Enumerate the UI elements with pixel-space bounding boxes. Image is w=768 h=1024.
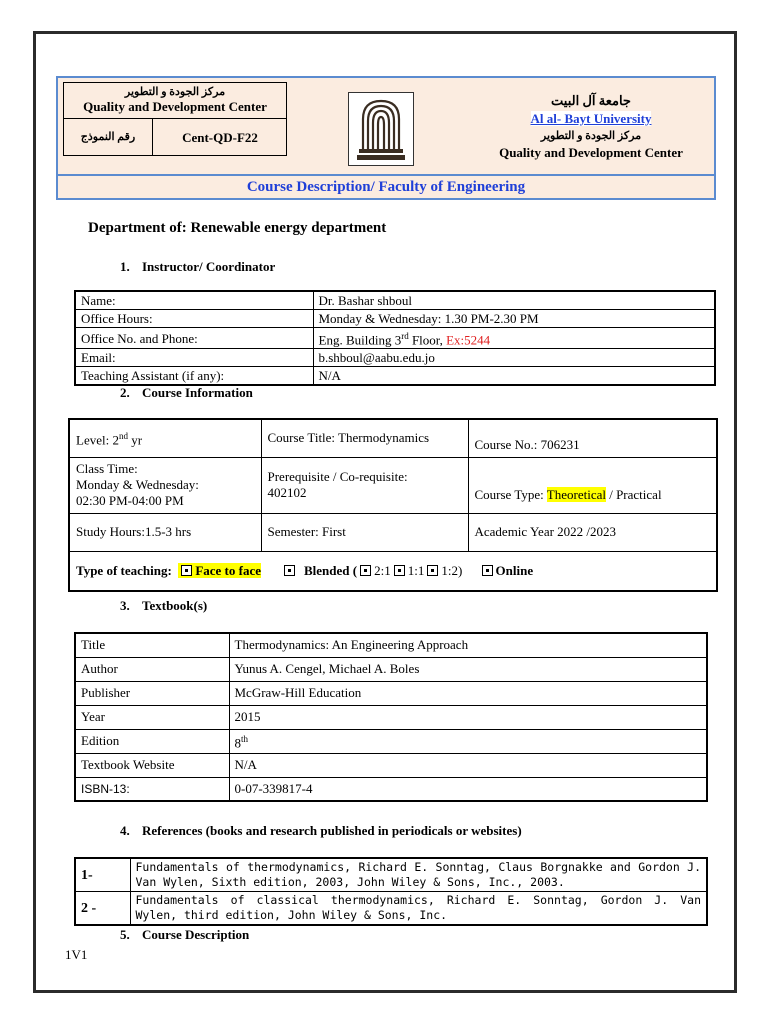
table-row [75, 349, 715, 367]
table-row [69, 419, 717, 457]
table-row: Publisher McGraw-Hill Education [75, 681, 707, 705]
office-hours-value: Monday & Wednesday: 1.30 PM-2.30 PM [313, 310, 715, 328]
table-row [75, 291, 715, 310]
table-row [69, 513, 717, 551]
table-row [75, 310, 715, 328]
semester-cell: Semester: First [261, 513, 468, 551]
department-line: Department of: Renewable energy department [88, 220, 387, 236]
document-header [56, 76, 716, 200]
university-name-arabic: جامعة آل البيت [551, 93, 631, 108]
course-type-cell: Course Type: Theoretical / Practical [468, 457, 717, 513]
form-info-box [63, 82, 287, 156]
teaching-type-cell: Type of teaching: Face to face Blended ( 2:1 1:1 1:2) Online [69, 551, 717, 591]
section-references-title: 4. References (books and research published in periodicals or websites) [120, 823, 522, 838]
level-cell: Level: 2nd yr [69, 419, 261, 457]
class-time-cell: Class Time: Monday & Wednesday: 02:30 PM-04:00 PM [69, 457, 261, 513]
course-number-cell: Course No.: 706231 [468, 419, 717, 457]
office-hours-label: Office Hours: [75, 310, 313, 328]
blended-ratios: 2:1 1:1 1:2) [357, 563, 462, 578]
prerequisite-cell: Prerequisite / Co-requisite: 402102 [261, 457, 468, 513]
email-label: Email: [75, 349, 313, 367]
document-title: Course Description/ Faculty of Engineering [58, 174, 714, 198]
university-logo-icon [349, 93, 413, 165]
email-value: b.shboul@aabu.edu.jo [313, 349, 715, 367]
center-name-english: Quality and Development Center [83, 99, 267, 114]
checkbox-icon[interactable] [427, 565, 438, 576]
center-name-arabic-right: مركز الجودة و التطوير [540, 130, 642, 142]
center-name-arabic: مركز الجودة و التطوير [124, 86, 226, 98]
table-row: ISBN-13: 0-07-339817-4 [75, 777, 707, 801]
university-logo [348, 92, 414, 166]
textbook-table [74, 632, 708, 802]
checkbox-icon[interactable] [394, 565, 405, 576]
checkbox-icon [284, 565, 295, 576]
form-number-code: Cent-QD-F22 [182, 130, 258, 145]
academic-year-cell: Academic Year 2022 /2023 [468, 513, 717, 551]
study-hours-cell: Study Hours:1.5-3 hrs [69, 513, 261, 551]
instructor-table [74, 290, 716, 386]
office-phone-label: Office No. and Phone: [75, 328, 313, 349]
office-phone-value: Eng. Building 3rd Floor, Ex:5244 [313, 328, 715, 349]
ta-value: N/A [313, 367, 715, 386]
references-table [74, 857, 708, 926]
center-name-english-right: Quality and Development Center [499, 145, 683, 160]
center-name-cell [64, 83, 286, 119]
section-course-description-title: 5. Course Description [120, 927, 250, 942]
table-row: Year 2015 [75, 705, 707, 729]
university-info [468, 92, 714, 162]
course-title-cell: Course Title: Thermodynamics [261, 419, 468, 457]
table-row: 2 - Fundamentals of classical thermodynamics, Richard E. Sonntag, Gordon J. Van Wylen, third edition, John Wiley & Sons, Inc. [75, 892, 707, 926]
section-instructor-title: 1. Instructor/ Coordinator [120, 259, 276, 274]
table-row: Edition 8th [75, 729, 707, 753]
checkbox-icon[interactable] [360, 565, 371, 576]
table-row: 1- Fundamentals of thermodynamics, Richard E. Sonntag, Claus Borgnakke and Gordon J. Van Wylen, Sixth edition, 2003, John Wiley & Sons, Inc., 2003. [75, 858, 707, 892]
phone-extension: Ex:5244 [446, 332, 491, 348]
name-label: Name: [75, 291, 313, 310]
page-frame [33, 31, 737, 993]
checkbox-icon [181, 565, 192, 576]
table-row: Author Yunus A. Cengel, Michael A. Boles [75, 657, 707, 681]
face-to-face-option[interactable]: Face to face [178, 563, 261, 578]
course-info-table [68, 418, 718, 592]
table-row: Textbook Website N/A [75, 753, 707, 777]
course-type-theoretical: Theoretical [546, 486, 606, 502]
table-row: Title Thermodynamics: An Engineering Approach [75, 633, 707, 657]
table-row [69, 551, 717, 591]
name-value: Dr. Bashar shboul [313, 291, 715, 310]
section-course-info-title: 2. Course Information [120, 385, 253, 400]
ta-label: Teaching Assistant (if any): [75, 367, 313, 386]
form-number-label: رقم النموذج [64, 119, 153, 156]
section-textbook-title: 3. Textbook(s) [120, 598, 208, 613]
university-name-link[interactable]: Al al- Bayt University [530, 111, 652, 126]
table-row [75, 328, 715, 349]
page-version: 1V1 [65, 947, 88, 962]
table-row [69, 457, 717, 513]
online-option[interactable]: Online [479, 563, 534, 578]
blended-option[interactable]: Blended ( [281, 563, 358, 578]
checkbox-icon [482, 565, 493, 576]
table-row [75, 367, 715, 386]
